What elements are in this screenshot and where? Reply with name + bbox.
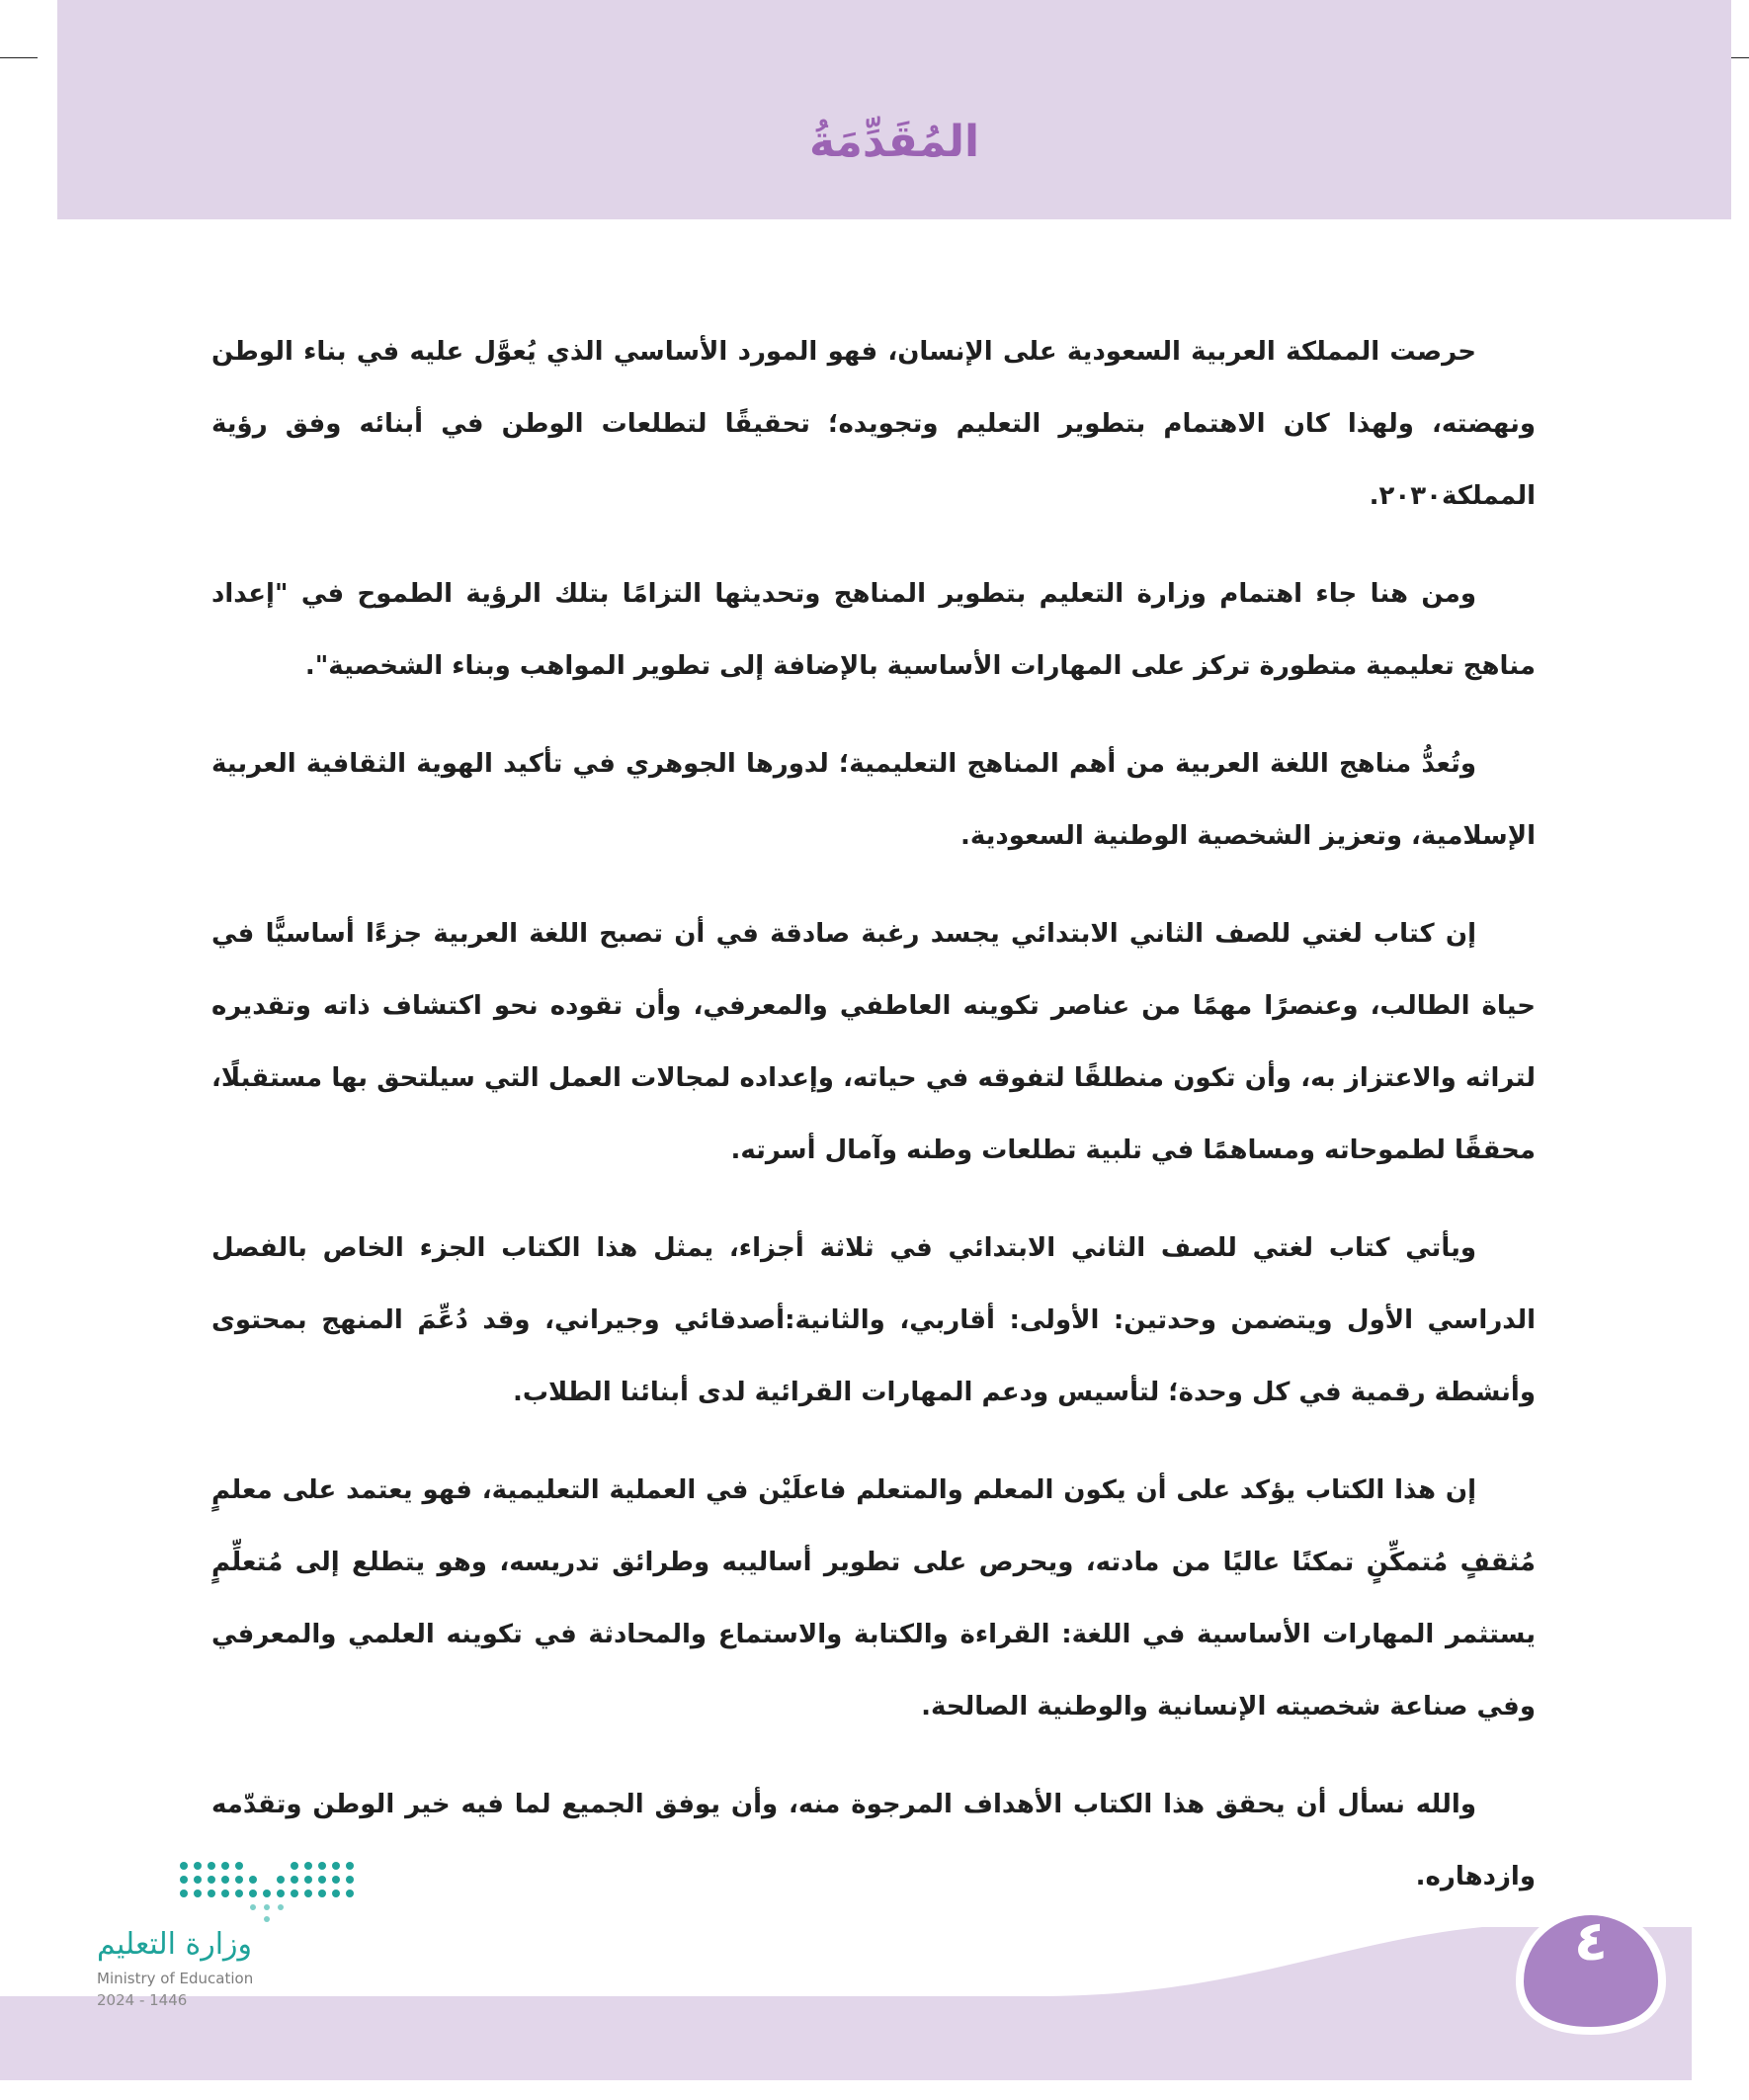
header-band	[57, 0, 1731, 219]
edition-year: 2024 - 1446	[97, 1991, 188, 2009]
paragraph: حرصت المملكة العربية السعودية على الإنسان، فهو المورد الأساسي الذي يُعوَّل عليه في بناء الوطن ونهضته، ولهذا كان الاهتمام بتطوير التعليم وتجويده؛ تحقيقًا لتطلعات الوطن في أبنائه وفق رؤية المملكة٢٠٣٠.	[211, 337, 1536, 511]
intro-body	[211, 316, 1536, 1939]
paragraph: ومن هنا جاء اهتمام وزارة التعليم بتطوير المناهج وتحديثها التزامًا بتلك الرؤية الطموح في "إعداد مناهج تعليمية متطورة تركز على المهارات الأساسية بالإضافة إلى تطوير المواهب وبناء الشخصية".	[211, 579, 1536, 681]
ministry-name-ar: وزارة التعليم	[97, 1927, 253, 1962]
paragraph: إن كتاب لغتي للصف الثاني الابتدائي يجسد رغبة صادقة في أن تصبح اللغة العربية جزءًا أساسيًّا في حياة الطالب، وعنصرًا مهمًا من عناصر تكوينه العاطفي والمعرفي، وأن تقوده نحو اكتشاف ذاته وتقديره لتراثه والاعتزاز به، وأن تكون منطلقًا لتفوقه في حياته، وإعداده لمجالات العمل التي سيلتحق بها مستقبلًا، محققًا لطموحاته ومساهمًا في تلبية تطلعات وطنه وآمال أسرته.	[211, 919, 1536, 1165]
paragraph: إن هذا الكتاب يؤكد على أن يكون المعلم والمتعلم فاعلَيْن في العملية التعليمية، فهو يعتمد على معلمٍ مُثقفٍ مُتمكِّنٍ تمكنًا عاليًا من مادته، ويحرص على تطوير أساليبه وطرائق تدريسه، وهو يتطلع إلى مُتعلِّمٍ يستثمر المهارات الأساسية في اللغة: القراءة والكتابة والاستماع والمحادثة في تكوينه العلمي والمعرفي وفي صناعة شخصيته الإنسانية والوطنية الصالحة.	[211, 1475, 1536, 1722]
paragraph: ويأتي كتاب لغتي للصف الثاني الابتدائي في ثلاثة أجزاء، يمثل هذا الكتاب الجزء الخاص بالفصل الدراسي الأول ويتضمن وحدتين: الأولى: أقاربي، والثانية:أصدقائي وجيراني، وقد دُعِّمَ المنهج بمحتوى وأنشطة رقمية في كل وحدة؛ لتأسيس ودعم المهارات القرائية لدى أبنائنا الطلاب.	[211, 1233, 1536, 1407]
ministry-name-en: Ministry of Education	[97, 1970, 254, 1987]
crop-mark	[0, 57, 38, 58]
page-title: المُقَدِّمَةُ	[808, 117, 980, 167]
ministry-logo-icon	[178, 1858, 356, 1932]
paragraph: والله نسأل أن يحقق هذا الكتاب الأهداف المرجوة منه، وأن يوفق الجميع لما فيه خير الوطن وتقدّمه وازدهاره.	[211, 1790, 1536, 1891]
footer-wave	[0, 1927, 1692, 2080]
paragraph: وتُعدُّ مناهج اللغة العربية من أهم المناهج التعليمية؛ لدورها الجوهري في تأكيد الهوية الثقافية العربية الإسلامية، وتعزيز الشخصية الوطنية السعودية.	[211, 749, 1536, 851]
page-number: ٤	[1573, 1909, 1609, 1974]
